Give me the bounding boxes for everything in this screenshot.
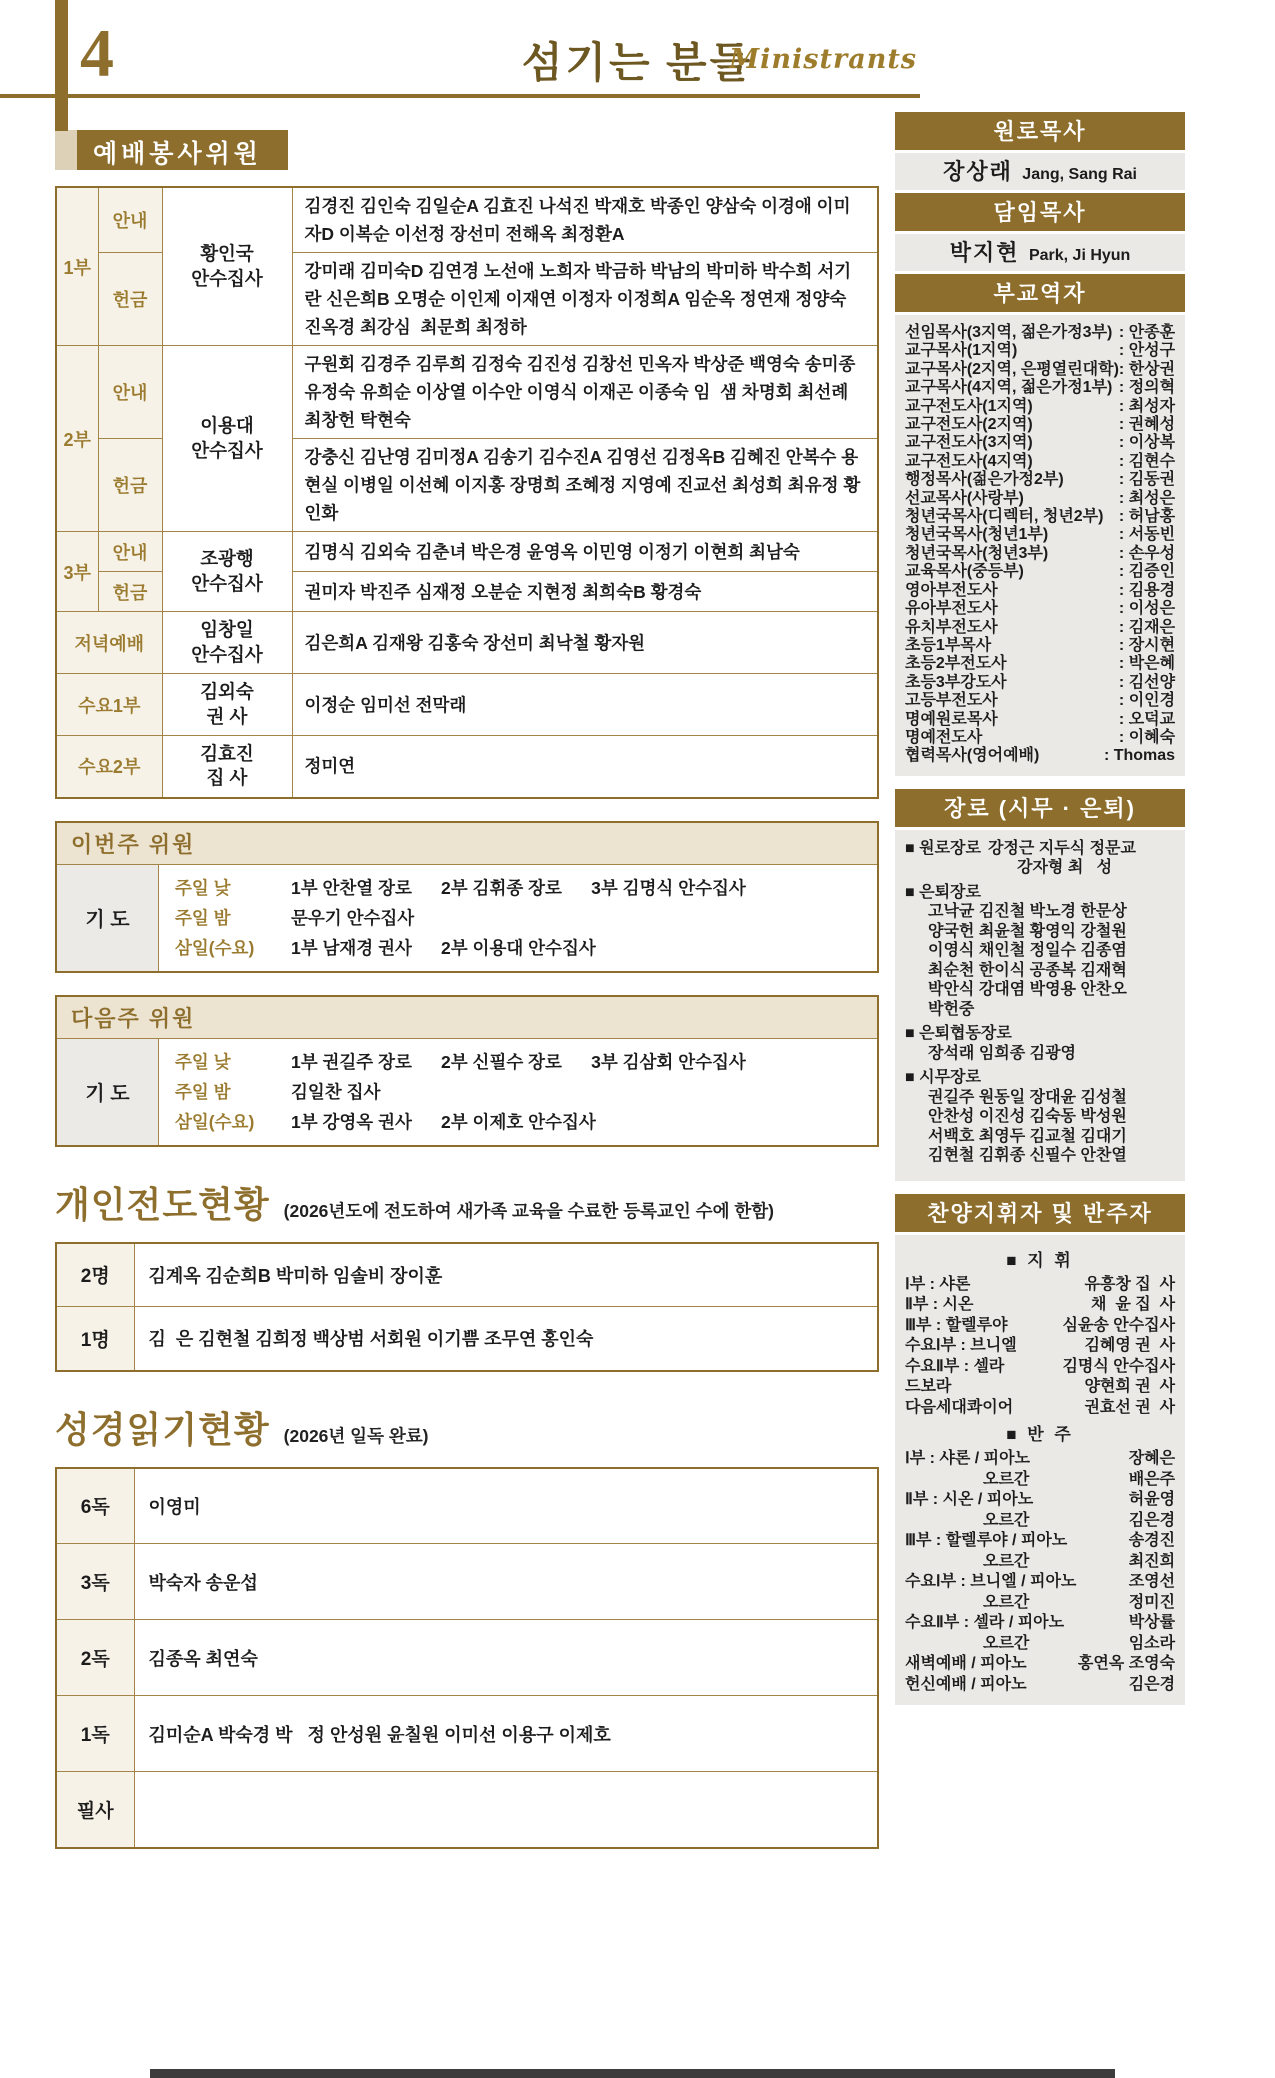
minister-row — [905, 526, 1175, 544]
bible-reading-table — [55, 1467, 879, 1849]
service-evening-label: 저녁예배 — [56, 612, 162, 674]
cropped-next-section-strip — [150, 2069, 1115, 2078]
elder-names: 권길주 원동일 장대윤 김성철 — [928, 1088, 1127, 1106]
minister-role: 교구목사(2지역, 은평열린대학) — [905, 360, 1119, 378]
leader-title: 안수집사 — [191, 439, 263, 461]
minister-row — [905, 379, 1175, 397]
accompanist-row — [905, 1593, 1175, 1614]
minister-row — [905, 582, 1175, 600]
minister-role: 교구전도사(3지역) — [905, 434, 1033, 452]
table-row — [56, 1307, 878, 1371]
choir-part: 수요Ⅰ부 : 브니엘 — [905, 1337, 1017, 1355]
minister-row — [905, 619, 1175, 637]
accompanist-name: 최진희 — [1128, 1552, 1176, 1570]
minister-row — [905, 545, 1175, 563]
minister-row — [905, 471, 1175, 489]
bible-reading-heading — [55, 1402, 879, 1453]
minister-role: 유아부전도사 — [905, 600, 998, 618]
senior-pastor-eng-name: Park, Ji Hyun — [1028, 247, 1131, 264]
table-row — [56, 612, 878, 674]
page-header — [0, 0, 1275, 112]
conductor-name: 양현희 권 사 — [1084, 1378, 1176, 1396]
minister-name: : 최성자 — [1118, 397, 1176, 415]
accompanist-row — [905, 1613, 1175, 1634]
header-rule — [0, 94, 920, 98]
minister-role: 청년국목사(청년3부) — [905, 544, 1049, 562]
minister-name: : 권혜성 — [1118, 416, 1176, 434]
table-row — [56, 187, 878, 253]
elder-names: 서백호 최영두 김교철 김대기 — [928, 1127, 1127, 1145]
page-number: 4 — [80, 15, 114, 91]
minister-row — [905, 637, 1175, 655]
leader-name: 황인국 — [200, 243, 254, 265]
minister-role: 초등1부목사 — [905, 636, 992, 654]
prayer-rows — [159, 1039, 877, 1145]
choir-part: 수요Ⅱ부 : 셀라 — [905, 1357, 1005, 1375]
accompanist-row — [905, 1470, 1175, 1491]
duty-heongeum-label: 헌금 — [98, 253, 162, 346]
conductor-row — [905, 1336, 1175, 1357]
prayer-value: 김일찬 집사 — [291, 1081, 381, 1102]
minister-row — [905, 361, 1175, 379]
conductor-row — [905, 1316, 1175, 1337]
elder-names: 장석래 임희종 김광영 — [928, 1044, 1076, 1062]
leader-title: 안수집사 — [191, 572, 263, 594]
minister-name: : 김동권 — [1118, 471, 1176, 489]
accompanist-row — [905, 1449, 1175, 1470]
accompanist-part: Ⅲ부 : 할렐루야 / 피아노 — [905, 1532, 1068, 1550]
leader-cell — [162, 674, 292, 736]
minister-name: : 이성은 — [1118, 600, 1176, 618]
names-cell: 이정순 임미선 전막래 — [292, 674, 878, 736]
prayer-value: 1부 남재경 권사 2부 이용대 안수집사 — [291, 937, 596, 958]
prayer-row — [175, 1047, 861, 1077]
minister-role: 선교목사(사랑부) — [905, 489, 1024, 507]
senior-pastor-header: 담임목사 — [895, 193, 1185, 231]
elder-group-wonro — [905, 839, 1175, 878]
count-label: 1명 — [56, 1307, 134, 1371]
minister-role: 초등3부강도사 — [905, 673, 1007, 691]
leader-title: 권 사 — [206, 705, 248, 727]
emeritus-pastor-row — [895, 153, 1185, 190]
conductor-name: 유흥창 집 사 — [1084, 1275, 1176, 1293]
table-row — [56, 1696, 878, 1772]
accompanist-part: 수요Ⅰ부 : 브니엘 / 피아노 — [905, 1573, 1077, 1591]
minister-name: : 김용경 — [1118, 581, 1176, 599]
accompanist-name: 정미진 — [1128, 1593, 1176, 1611]
prayer-value: 문우기 안수집사 — [291, 907, 415, 928]
this-week-box — [55, 821, 879, 973]
elder-names: 박헌중 — [928, 1000, 975, 1018]
accompanist-part: 오르간 — [983, 1552, 1030, 1570]
service-wed1-label: 수요1부 — [56, 674, 162, 736]
emeritus-pastor-header: 원로목사 — [895, 112, 1185, 150]
minister-role: 행정목사(젊은가정2부) — [905, 471, 1064, 489]
senior-pastor-name: 박지현 — [949, 240, 1020, 265]
names-cell: 김종옥 최연숙 — [134, 1620, 878, 1696]
associate-ministers-header: 부교역자 — [895, 274, 1185, 312]
prayer-when: 주일 낮 — [175, 1051, 231, 1072]
table-row — [56, 674, 878, 736]
names-cell: 이영미 — [134, 1468, 878, 1544]
names-cell: 김계옥 김순희B 박미하 임솔비 장이훈 — [134, 1243, 878, 1307]
minister-name: : 허남홍 — [1118, 508, 1176, 526]
elder-names: 김현철 김휘종 신필수 안찬열 — [928, 1147, 1127, 1165]
choir-part: 다음세대콰이어 — [905, 1398, 1014, 1416]
minister-role: 고등부전도사 — [905, 692, 998, 710]
duty-annae-label: 안내 — [98, 346, 162, 439]
prayer-label: 기 도 — [57, 865, 159, 971]
accompanist-name: 임소라 — [1128, 1634, 1176, 1652]
choir-part: Ⅱ부 : 시온 — [905, 1296, 974, 1314]
minister-row — [905, 655, 1175, 673]
duty-heongeum-label: 헌금 — [98, 572, 162, 612]
elders-list — [895, 830, 1185, 1181]
conductors-subhead: ■ 지 휘 — [1006, 1250, 1074, 1270]
minister-name: : 안종훈 — [1118, 324, 1176, 341]
elders-header: 장로 (시무 · 은퇴) — [895, 789, 1185, 827]
elder-names: 양국헌 최윤철 황영익 강철원 — [928, 922, 1127, 940]
table-row — [56, 1243, 878, 1307]
minister-role: 선임목사(3지역, 젊은가정3부) — [905, 324, 1113, 341]
service-2bu-label: 2부 — [56, 346, 98, 532]
emeritus-pastor-eng-name: Jang, Sang Rai — [1022, 166, 1137, 183]
minister-row — [905, 342, 1175, 360]
minister-row — [905, 563, 1175, 581]
accompanist-name: 홍연옥 조영숙 — [1077, 1655, 1176, 1673]
choir-header: 찬양지휘자 및 반주자 — [895, 1194, 1185, 1232]
read-count-label: 필사 — [56, 1772, 134, 1848]
minister-role: 초등2부전도사 — [905, 655, 1007, 673]
conductor-row — [905, 1398, 1175, 1419]
accompanist-name: 김은경 — [1128, 1675, 1176, 1693]
conductor-name: 권효선 권 사 — [1084, 1398, 1176, 1416]
elder-group-label: ■ 원로장로 — [905, 839, 981, 857]
prayer-when: 삼일(수요) — [175, 1111, 255, 1132]
beige-square-decor — [55, 130, 77, 170]
read-count-label: 3독 — [56, 1544, 134, 1620]
leader-cell — [162, 532, 292, 612]
elder-names: 강자형 최 성 — [1017, 859, 1113, 877]
elder-names: 고낙균 김진철 박노경 한문상 — [928, 903, 1127, 921]
leader-name: 김효진 — [200, 743, 254, 765]
minister-name: : 박은혜 — [1118, 655, 1176, 673]
elder-group-label: ■ 은퇴장로 — [905, 883, 981, 901]
conductor-name: 심윤송 안수집사 — [1062, 1316, 1176, 1334]
accompanist-part: 오르간 — [983, 1634, 1030, 1652]
minister-name: : 김증인 — [1118, 563, 1176, 581]
prayer-when: 주일 밤 — [175, 1081, 231, 1102]
minister-row — [905, 490, 1175, 508]
elder-group-head — [905, 1068, 1175, 1088]
prayer-row — [175, 1077, 861, 1107]
accompanist-name: 김은경 — [1128, 1511, 1176, 1529]
names-cell — [134, 1772, 878, 1848]
elder-group-simu — [905, 1068, 1175, 1166]
duty-heongeum-label: 헌금 — [98, 439, 162, 532]
accompanist-row — [905, 1634, 1175, 1655]
accompanist-name: 조영선 — [1128, 1573, 1176, 1591]
worship-committee-table — [55, 186, 879, 799]
minister-name: : 정의혁 — [1118, 379, 1176, 397]
leader-cell — [162, 187, 292, 346]
elder-group-head — [905, 839, 1175, 859]
duty-annae-label: 안내 — [98, 532, 162, 572]
names-cell: 김은희A 김재왕 김홍숙 장선미 최낙철 황자원 — [292, 612, 878, 674]
elder-group-label: ■ 은퇴협동장로 — [905, 1025, 1012, 1043]
minister-name: : 오덕교 — [1118, 710, 1176, 728]
minister-name: : 손우성 — [1118, 544, 1176, 562]
minister-row — [905, 434, 1175, 452]
minister-name: : 김현수 — [1118, 452, 1176, 470]
table-row — [56, 532, 878, 572]
minister-role: 청년국목사(청년1부) — [905, 526, 1049, 544]
next-week-body — [57, 1038, 877, 1145]
names-cell: 구원회 김경주 김루희 김정숙 김진성 김창선 민옥자 박상준 백영숙 송미종 유정숙 유희순 이상열 이수안 이영식 이재곤 이종숙 임 샘 차명회 최선례 최창헌 탁현숙 — [292, 346, 878, 439]
minister-row — [905, 674, 1175, 692]
choir-part: 드보라 — [905, 1378, 952, 1396]
minister-name: : 이혜숙 — [1118, 728, 1176, 746]
leader-name: 김외숙 — [200, 681, 254, 703]
minister-name: : Thomas — [1103, 747, 1176, 765]
minister-row — [905, 600, 1175, 618]
accompanist-part: 수요Ⅱ부 : 셀라 / 피아노 — [905, 1614, 1065, 1632]
this-week-title: 이번주 위원 — [57, 823, 877, 864]
elder-group-euntoe-hyeopdong — [905, 1024, 1175, 1063]
elder-group-head — [905, 883, 1175, 903]
conductor-name: 채 윤 집 사 — [1091, 1296, 1176, 1314]
prayer-label: 기 도 — [57, 1039, 159, 1145]
leader-title: 안수집사 — [191, 643, 263, 665]
associate-ministers-list — [895, 315, 1185, 776]
prayer-value: 1부 강영옥 권사 2부 이제호 안수집사 — [291, 1111, 596, 1132]
accompanist-part: 오르간 — [983, 1470, 1030, 1488]
minister-row — [905, 416, 1175, 434]
choir-part: Ⅲ부 : 할렐루야 — [905, 1316, 1008, 1334]
duty-annae-label: 안내 — [98, 187, 162, 253]
prayer-when: 주일 낮 — [175, 877, 231, 898]
minister-row — [905, 692, 1175, 710]
service-3bu-label: 3부 — [56, 532, 98, 612]
table-row — [56, 346, 878, 439]
table-row — [56, 1544, 878, 1620]
next-week-box — [55, 995, 879, 1147]
minister-name: : 서동빈 — [1118, 526, 1176, 544]
minister-row — [905, 711, 1175, 729]
minister-name: : 장시현 — [1118, 636, 1176, 654]
names-cell: 박숙자 송운섭 — [134, 1544, 878, 1620]
minister-role: 교구전도사(2지역) — [905, 416, 1033, 434]
minister-role: 교구목사(1지역) — [905, 342, 1018, 360]
table-row — [56, 1620, 878, 1696]
service-1bu-label: 1부 — [56, 187, 98, 346]
accompanist-name: 송경진 — [1128, 1532, 1176, 1550]
minister-role: 협력목사(영어예배) — [905, 747, 1040, 765]
this-week-body — [57, 864, 877, 971]
minister-role: 영아부전도사 — [905, 581, 998, 599]
evangelism-table — [55, 1242, 879, 1372]
names-cell: 김 은 김현철 김희정 백상범 서회원 이기쁨 조무연 홍인숙 — [134, 1307, 878, 1371]
minister-role: 유치부전도사 — [905, 618, 998, 636]
prayer-when: 삼일(수요) — [175, 937, 255, 958]
accompanist-row — [905, 1572, 1175, 1593]
names-cell: 권미자 박진주 심재정 오분순 지현정 최희숙B 황경숙 — [292, 572, 878, 612]
table-row — [56, 1772, 878, 1848]
minister-role: 교구전도사(1지역) — [905, 397, 1033, 415]
leader-name: 조광행 — [200, 548, 254, 570]
minister-row — [905, 398, 1175, 416]
minister-row — [905, 747, 1175, 765]
names-cell: 강충신 김난영 김미정A 김송기 김수진A 김영선 김정옥B 김혜진 안복수 용현실 이병일 이선혜 이지홍 장명희 조혜정 지영예 진교선 최성희 최유정 황인화 — [292, 439, 878, 532]
elder-names: 이영식 채인철 정일수 김종염 — [928, 942, 1127, 960]
prayer-row — [175, 903, 861, 933]
prayer-row — [175, 1107, 861, 1137]
accompanist-name: 장혜은 — [1128, 1450, 1176, 1468]
accompanist-part: 새벽예배 / 피아노 — [905, 1655, 1027, 1673]
elder-group-euntoe — [905, 883, 1175, 1020]
evangelism-note: (2026년도에 전도하여 새가족 교육을 수료한 등록교인 수에 한함) — [283, 1200, 774, 1221]
prayer-value: 1부 안찬열 장로 2부 김휘종 장로 3부 김명식 안수집사 — [291, 877, 746, 898]
table-row — [56, 736, 878, 798]
evangelism-title: 개인전도현황 — [55, 1183, 270, 1225]
bible-reading-note: (2026년 일독 완료) — [283, 1425, 429, 1446]
prayer-when: 주일 밤 — [175, 907, 231, 928]
content-columns — [0, 112, 1275, 1849]
right-column — [895, 112, 1185, 1718]
accompanist-row — [905, 1675, 1175, 1696]
next-week-title: 다음주 위원 — [57, 997, 877, 1038]
leader-title: 안수집사 — [191, 267, 263, 289]
conductor-name: 김혜영 권 사 — [1084, 1337, 1176, 1355]
minister-name: : 최성은 — [1118, 489, 1176, 507]
accompanist-name: 배은주 — [1128, 1470, 1176, 1488]
emeritus-pastor-name: 장상래 — [943, 159, 1013, 184]
prayer-row — [175, 933, 861, 963]
minister-role: 교구목사(4지역, 젊은가정1부) — [905, 379, 1113, 397]
leader-name: 임창일 — [200, 619, 254, 641]
names-cell: 김명식 김외숙 김춘녀 박은경 윤영옥 이민영 이정기 이현희 최남숙 — [292, 532, 878, 572]
leader-title: 집 사 — [206, 767, 248, 789]
minister-row — [905, 324, 1175, 342]
leader-cell — [162, 612, 292, 674]
minister-role: 청년국목사(디렉터, 청년2부) — [905, 508, 1104, 526]
leader-cell — [162, 346, 292, 532]
names-cell: 김경진 김인숙 김일순A 김효진 나석진 박재호 박종인 양삼숙 이경애 이미자D 이복순 이선정 장선미 전해옥 최정환A — [292, 187, 878, 253]
minister-name: : 이상복 — [1118, 434, 1176, 452]
names-cell: 정미연 — [292, 736, 878, 798]
count-label: 2명 — [56, 1243, 134, 1307]
worship-committee-label: 예배봉사위원 — [77, 130, 288, 170]
read-count-label: 6독 — [56, 1468, 134, 1544]
minister-name: : 이인경 — [1118, 692, 1176, 710]
elder-group-head — [905, 1024, 1175, 1044]
evangelism-heading — [55, 1177, 879, 1228]
elder-names: 박안식 강대염 박영용 안찬오 — [928, 981, 1127, 999]
elder-names: 최순천 한이식 공종복 김재혁 — [928, 961, 1127, 979]
page-subtitle-ministrants: Ministrants — [729, 44, 917, 75]
elder-names: 안찬성 이진성 김숙동 박성원 — [928, 1108, 1127, 1126]
minister-row — [905, 508, 1175, 526]
minister-row — [905, 453, 1175, 471]
minister-role: 명예원로목사 — [905, 710, 998, 728]
conductor-row — [905, 1357, 1175, 1378]
prayer-row — [175, 873, 861, 903]
elder-group-label: ■ 시무장로 — [905, 1069, 981, 1087]
prayer-rows — [159, 865, 877, 971]
choir-part: Ⅰ부 : 샤론 — [905, 1275, 971, 1293]
conductor-row — [905, 1377, 1175, 1398]
table-row — [56, 1468, 878, 1544]
page-title: 섬기는 분들 — [521, 41, 754, 87]
left-column — [55, 130, 879, 1849]
accompanist-row — [905, 1552, 1175, 1573]
accompanists-subhead: ■ 반 주 — [1006, 1425, 1074, 1445]
prayer-value: 1부 권길주 장로 2부 신필수 장로 3부 김삼회 안수집사 — [291, 1051, 746, 1072]
accompanist-row — [905, 1531, 1175, 1552]
bible-reading-title: 성경읽기현황 — [55, 1408, 270, 1450]
accompanist-part: 헌신예배 / 피아노 — [905, 1675, 1027, 1693]
minister-role: 교육목사(중등부) — [905, 563, 1024, 581]
worship-committee-heading — [55, 130, 879, 170]
minister-role: 명예전도사 — [905, 728, 983, 746]
minister-role: 교구전도사(4지역) — [905, 452, 1033, 470]
elder-names: 강정근 지두식 정문교 — [987, 839, 1136, 857]
accompanist-part: 오르간 — [983, 1593, 1030, 1611]
senior-pastor-row — [895, 234, 1185, 271]
minister-name: : 김선양 — [1118, 673, 1176, 691]
accompanist-row — [905, 1654, 1175, 1675]
accompanist-part: Ⅰ부 : 샤론 / 피아노 — [905, 1450, 1031, 1468]
choir-list — [895, 1235, 1185, 1706]
read-count-label: 2독 — [56, 1620, 134, 1696]
conductor-row — [905, 1295, 1175, 1316]
accompanist-name: 박상률 — [1128, 1614, 1176, 1632]
minister-row — [905, 729, 1175, 747]
conductor-row — [905, 1275, 1175, 1296]
service-wed2-label: 수요2부 — [56, 736, 162, 798]
accompanist-part: Ⅱ부 : 시온 / 피아노 — [905, 1491, 1034, 1509]
names-cell: 김미순A 박숙경 박 정 안성원 윤칠원 이미선 이용구 이제호 — [134, 1696, 878, 1772]
accompanist-row — [905, 1490, 1175, 1511]
accompanist-part: 오르간 — [983, 1511, 1030, 1529]
names-cell: 강미래 김미숙D 김연경 노선애 노희자 박금하 박남의 박미하 박수희 서기란 신은희B 오명순 이인제 이재연 이정자 이정희A 임순옥 정연재 정양숙 진옥경 최강심 최문희 최정하 — [292, 253, 878, 346]
leader-cell — [162, 736, 292, 798]
minister-name: : 안성구 — [1118, 342, 1176, 360]
accompanist-row — [905, 1511, 1175, 1532]
minister-name: : 김재은 — [1118, 618, 1176, 636]
conductor-name: 김명식 안수집사 — [1062, 1357, 1176, 1375]
accompanist-name: 허윤영 — [1128, 1491, 1176, 1509]
minister-name: : 한상권 — [1118, 360, 1176, 378]
leader-name: 이용대 — [200, 415, 254, 437]
read-count-label: 1독 — [56, 1696, 134, 1772]
